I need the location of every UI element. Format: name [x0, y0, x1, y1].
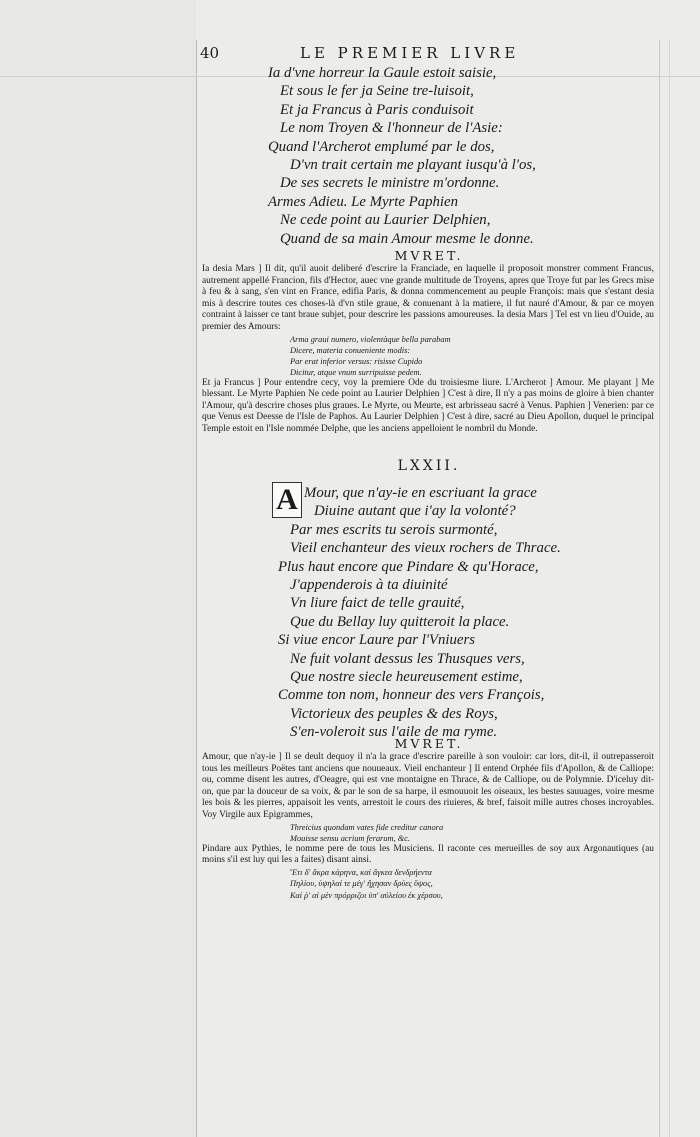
- verse-line: Plus haut encore que Pindare & qu'Horace,: [278, 558, 539, 575]
- commentary-2: [202, 752, 654, 902]
- verse-line: Et sous le fer ja Seine tre-luisoit,: [280, 83, 474, 100]
- verse-line: Le nom Troyen & l'honneur de l'Asie:: [280, 120, 503, 137]
- binding-edge: [196, 40, 197, 1137]
- verse-line: Victorieux des peuples & des Roys,: [290, 705, 498, 722]
- commentary-1: [202, 264, 654, 436]
- verse-line: J'appenderois à ta diuinité: [290, 577, 448, 594]
- commentary-paragraph: Et ja Francus ] Pour entendre cecy, voy la premiere Ode du troisiesme liure. L'Archerot ] Amour. Me playant ] Me blessant. Le Myrte Paphien Ne cede point au Laurier Delphien ] C'est à dire, Il n'y a pas moins de gloire à bien chanter l'Amour, qu'à descrire choses plus graues. Le Myrte, ou Meurte, est arbrisseau sacré à Venus. Paphien ] Venerien: par ce que Venus est Deesse de l'Isle de Paphos. Au Laurier Delphien ] C'est à dire, sacré au Dieu Apollon, duquel le principal Temple estoit en l'Isle nommée Delphe, que les anciens appelloient le nombril du Monde.: [202, 377, 654, 434]
- greek-quote-line: Καί ῥ' αἱ μὲν πρόρριζοι ὑπ' αὐλείου ἐκ χέρσου,: [290, 890, 443, 900]
- verse-line: Diuine autant que i'ay la volonté?: [314, 503, 516, 520]
- latin-quote-line: Arma graui numero, violentàque bella parabam: [290, 334, 451, 344]
- verse-line: Et ja Francus à Paris conduisoit: [280, 101, 474, 118]
- verse-line: D'vn trait certain me playant iusqu'à l'os,: [290, 157, 536, 174]
- verse-line: S'en-voleroit sus l'aile de ma ryme.: [290, 724, 498, 741]
- latin-quote-line: Dicitur, atque vnum surripuisse pedem.: [290, 367, 422, 377]
- dropcap-initial: A: [272, 482, 302, 518]
- verse-line: De ses secrets le ministre m'ordonne.: [280, 175, 500, 192]
- verse-line: Ne cede point au Laurier Delphien,: [280, 212, 491, 229]
- right-edge-outer: [669, 40, 670, 1137]
- greek-quote-line: Πηλίου, ὑψηλαί τε μέγ' ἤχησαν δρύες ὕψος,: [290, 879, 433, 889]
- sonnet-number: LXXII.: [397, 458, 461, 474]
- verse-line: Vieil enchanteur des vieux rochers de Thrace.: [290, 540, 561, 557]
- latin-quote-line: Par erat inferior versus: risisse Cupido: [290, 356, 423, 366]
- commentary-heading: MVRET.: [394, 248, 464, 263]
- verse-line: Comme ton nom, honneur des vers François,: [278, 687, 545, 704]
- verse-line: Mour, que n'ay-ie en escriuant la grace: [304, 485, 537, 501]
- verse-line: Que du Bellay luy quitteroit la place.: [290, 613, 510, 630]
- commentary-paragraph: Amour, que n'ay-ie ] Il se deult dequoy il n'a la grace d'escrire pareille à son vouloir: car lors, dit-il, il outrepasseroit tous les meilleurs Poëtes tant anciens que nouueaux. Vieil enchanteur ] Il entend Orphée fils d'Apollon, & de Calliope: ou, comme disent les autres, d'Oeagre, qui est vne montaigne en Thrace, & de Calliope, ou de Polymnie. D'iceluy dit-on, que par la douceur de sa voix, & par le son de sa harpe, il esmouuoit les oiseaux, les bestes sauuages, voire mesme les bois & les pierres, appaisoit les vents, arrestoit le cours des riuieres, & bref, faisoit mille autres choses incroyables. Voy Virgile aux Epigrammes,: [202, 752, 654, 820]
- commentary-paragraph: Pindare aux Pythies, le nomme pere de tous les Musiciens. Il raconte ces merueilles de soy aux Argonautiques (au moins s'il est luy qui les a faites) disant ainsi.: [202, 843, 654, 866]
- sonnet-text: [278, 484, 561, 742]
- latin-quote-line: Dicere, materia conueniente modis:: [290, 345, 411, 355]
- verse-line: Armes Adieu. Le Myrte Paphien: [268, 193, 458, 210]
- latin-quote-line: Threicius quondam vates fide creditur canora: [290, 822, 444, 832]
- verse-line: Ia d'vne horreur la Gaule estoit saisie,: [268, 65, 497, 81]
- right-edge: [659, 40, 660, 1137]
- greek-quote-line: Ἔτι δ' ἄκρα κάρηνα, καὶ ἄγκεα δενδρήεντα: [290, 867, 432, 877]
- verse-line: Ne fuit volant dessus les Thusques vers,: [290, 650, 525, 667]
- page-number: 40: [200, 44, 220, 62]
- poem-stanza-1: [268, 64, 536, 248]
- latin-quote-line: Mouisse sensu acrium ferarum, &c.: [290, 833, 411, 843]
- verse-line: Par mes escrits tu serois surmonté,: [290, 521, 498, 538]
- verse-line: Si viue encor Laure par l'Vniuers: [278, 632, 476, 649]
- verse-line: Quand l'Archerot emplumé par le dos,: [268, 138, 495, 155]
- running-title: LE PREMIER LIVRE: [300, 44, 520, 62]
- left-margin: [0, 0, 196, 1137]
- verse-line: Quand de sa main Amour mesme le donne.: [280, 230, 534, 247]
- commentary-heading: MVRET.: [394, 736, 464, 751]
- commentary-paragraph: Ia desia Mars ] Il dit, qu'il auoit deliberé d'escrire la Franciade, en laquelle il proposoit monstrer comment Francus, autrement appellé Francion, fils d'Hector, auec vne grande multitude de Troyens, apres que Troye fut par les Grecs mise à feu & à sang, s'en vint en France, edifia Paris, & donna commencement au peuple François: mais que s'estant desia mis à descrire toutes ces choses-là d'vn stile graue, & conuenant à la matiere, il fut nauré d'Amour, & par ce moyen contraint à laisser ce tant braue subjet, pour descrire les passions amoureuses. Ia desia Mars ] Tel est vn lieu d'Ouide, au premier des Amours:: [202, 264, 654, 332]
- verse-line: Que nostre siecle heureusement estime,: [290, 669, 523, 686]
- verse-line: Vn liure faict de telle grauité,: [290, 595, 465, 612]
